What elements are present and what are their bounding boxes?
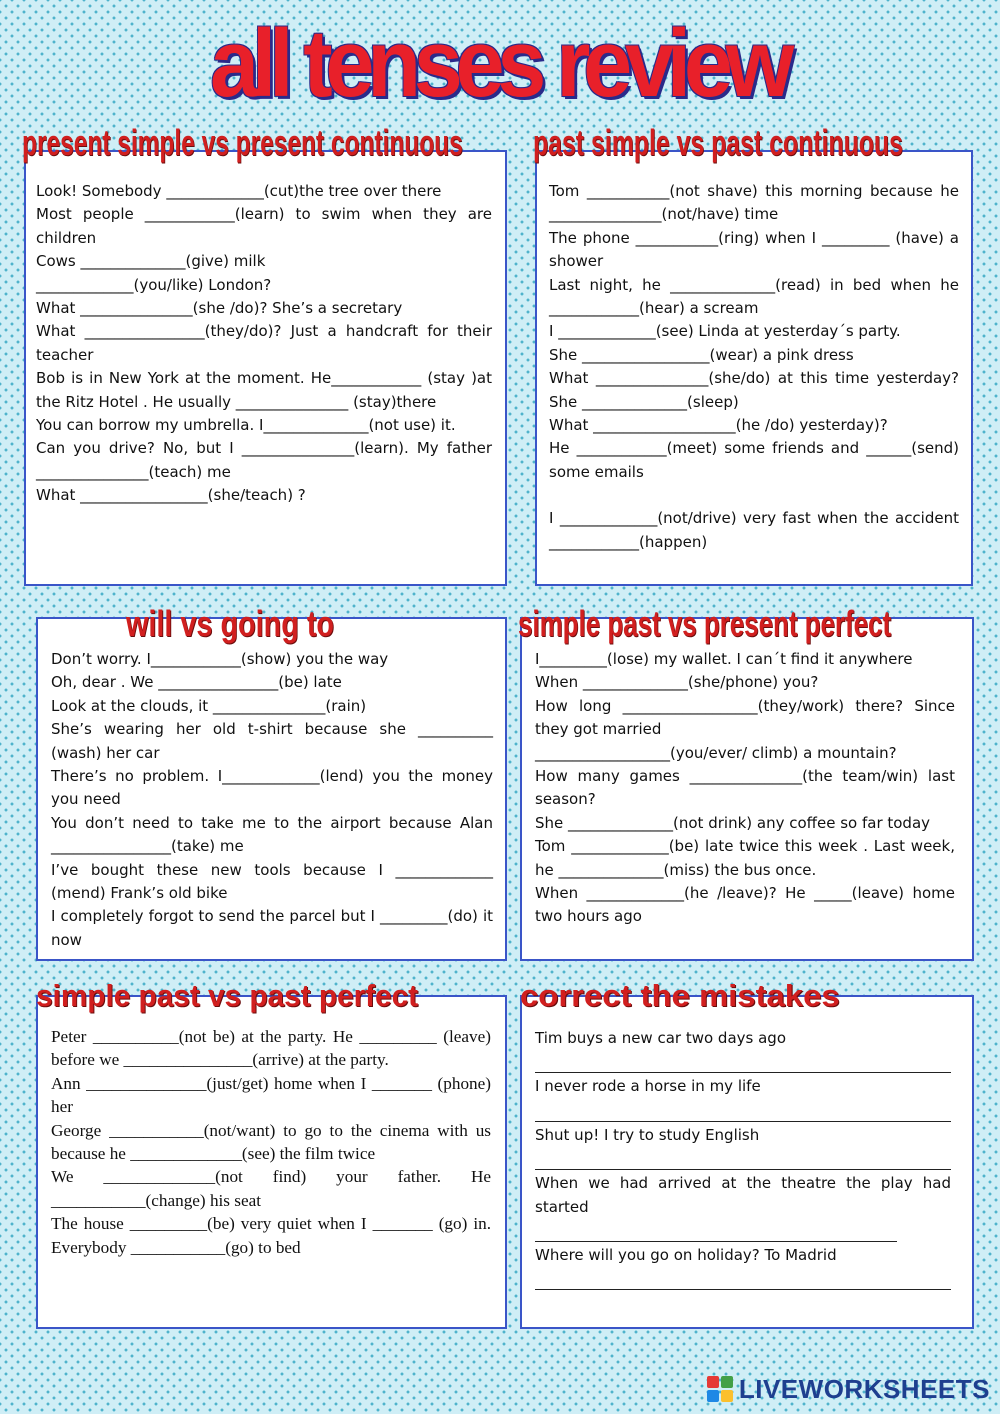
exercise-item: What _______________(she /do)? She’s a secretary xyxy=(36,299,403,318)
answer-line[interactable] xyxy=(535,1267,951,1290)
section-heading: simple past vs present perfect xyxy=(518,603,892,644)
exercise-item: What ________________(they/do)? Just a handcraft for their teacher xyxy=(36,322,492,364)
section-heading: past simple vs past continuous xyxy=(533,122,903,163)
exercise-item: Bob is in New York at the moment. He____________ (stay )at the Ritz Hotel . He usually _______________ (stay)there xyxy=(36,369,492,411)
mistake-sentence: Where will you go on holiday? To Madrid xyxy=(535,1246,837,1265)
exercise-item: Look! Somebody _____________(cut)the tree over there xyxy=(36,182,442,200)
exercise-item: The phone ___________(ring) when I _________ (have) a shower xyxy=(549,228,959,271)
exercise-item: __________________(you/ever/ climb) a mountain? xyxy=(535,743,897,762)
exercise-item: She _________________(wear) a pink dress xyxy=(549,345,854,364)
exercise-item: Peter __________(not be) at the party. He _________ (leave) before we _______________(arrive) at the party. xyxy=(51,1027,491,1070)
exercise-item: What ___________________(he /do) yesterday)? xyxy=(549,416,888,435)
section-heading: will vs going to xyxy=(126,603,334,644)
exercise-item: She’s wearing her old t-shirt because she __________ (wash) her car xyxy=(51,720,493,762)
exercise-item: There’s no problem. I_____________(lend) you the money you need xyxy=(51,767,493,809)
exercise-item: You can borrow my umbrella. I______________(not use) it. xyxy=(36,416,456,435)
exercise-item: The house _________(be) very quiet when I _______ (go) in. Everybody ___________(go) to bed xyxy=(51,1214,491,1257)
exercise-item: What _______________(she/do) at this time yesterday? She ______________(sleep) xyxy=(549,369,959,411)
page-title: all tenses review xyxy=(210,10,787,117)
exercise-item: How long __________________(they/work) there? Since they got married xyxy=(535,696,955,739)
exercise-item: I_________(lose) my wallet. I can´t find it anywhere xyxy=(535,650,913,668)
liveworksheets-logo xyxy=(707,1372,990,1406)
exercise-item: Ann ______________(just/get) home when I _______ (phone) her xyxy=(51,1073,491,1117)
section-heading: simple past vs past perfect xyxy=(36,978,419,1013)
exercise-item: Don’t worry. I____________(show) you the way xyxy=(51,650,389,668)
exercise-item: I _____________(see) Linda at yesterday´s party. xyxy=(549,322,901,341)
exercise-item: Most people ____________(learn) to swim when they are children xyxy=(36,205,492,247)
answer-line[interactable] xyxy=(535,1099,951,1122)
exercise-item: You don’t need to take me to the airport because Alan ________________(take) me xyxy=(51,813,493,856)
exercise-item xyxy=(549,484,959,507)
logo-grid-icon xyxy=(707,1376,733,1402)
exercise-item: Can you drive? No, but I _______________(learn). My father _______________(teach) me xyxy=(36,439,492,481)
exercise-item: Cows ______________(give) milk xyxy=(36,252,266,271)
exercise-item: I’ve bought these new tools because I _____________ (mend) Frank’s old bike xyxy=(51,860,493,903)
exercise-item: Oh, dear . We ________________(be) late xyxy=(51,673,342,692)
exercise-item: Tom ___________(not shave) this morning because he _______________(not/have) time xyxy=(549,182,959,224)
exercise-item: She ______________(not drink) any coffee so far today xyxy=(535,813,931,832)
exercise-list xyxy=(535,648,955,929)
exercise-item: How many games _______________(the team/win) last season? xyxy=(535,767,955,809)
exercise-list xyxy=(51,648,493,952)
exercise-item: Last night, he ______________(read) in bed when he ____________(hear) a scream xyxy=(549,275,959,318)
answer-line[interactable] xyxy=(535,1147,951,1170)
exercise-item: I _____________(not/drive) very fast when the accident ____________(happen) xyxy=(549,509,959,551)
section-heading: correct the mistakes xyxy=(520,978,840,1013)
exercise-list xyxy=(549,180,959,554)
exercise-list xyxy=(36,180,492,508)
answer-line[interactable] xyxy=(535,1050,951,1073)
mistake-sentence: Tim buys a new car two days ago xyxy=(535,1029,787,1047)
exercise-item: Tom _____________(be) late twice this week . Last week, he ______________(miss) the bus once. xyxy=(535,837,955,879)
exercise-item: George ___________(not/want) to go to the cinema with us because he _____________(see) the film twice xyxy=(51,1120,491,1164)
section-heading: present simple vs present continuous xyxy=(22,122,463,163)
logo-text: LIVEWORKSHEETS xyxy=(738,1373,990,1404)
answer-line[interactable] xyxy=(535,1219,897,1242)
exercise-item: _____________(you/like) London? xyxy=(36,275,272,294)
exercise-list xyxy=(51,1025,491,1259)
exercise-item: Look at the clouds, it _______________(rain) xyxy=(51,696,367,715)
mistake-sentence: Shut up! I try to study English xyxy=(535,1125,760,1144)
exercise-item: When ______________(she/phone) you? xyxy=(535,673,819,692)
exercise-item: I completely forgot to send the parcel but I _________(do) it now xyxy=(51,907,493,949)
mistake-sentence: I never rode a horse in my life xyxy=(535,1077,761,1096)
exercise-item: He ____________(meet) some friends and ______(send) some emails xyxy=(549,439,959,481)
exercise-item: What _________________(she/teach) ? xyxy=(36,486,306,505)
exercise-item: We _____________(not find) your father. He ___________(change) his seat xyxy=(51,1167,491,1210)
exercise-item: When _____________(he /leave)? He _____(leave) home two hours ago xyxy=(535,884,955,926)
correction-list xyxy=(535,1027,951,1292)
mistake-sentence: When we had arrived at the theatre the play had started xyxy=(535,1174,951,1216)
